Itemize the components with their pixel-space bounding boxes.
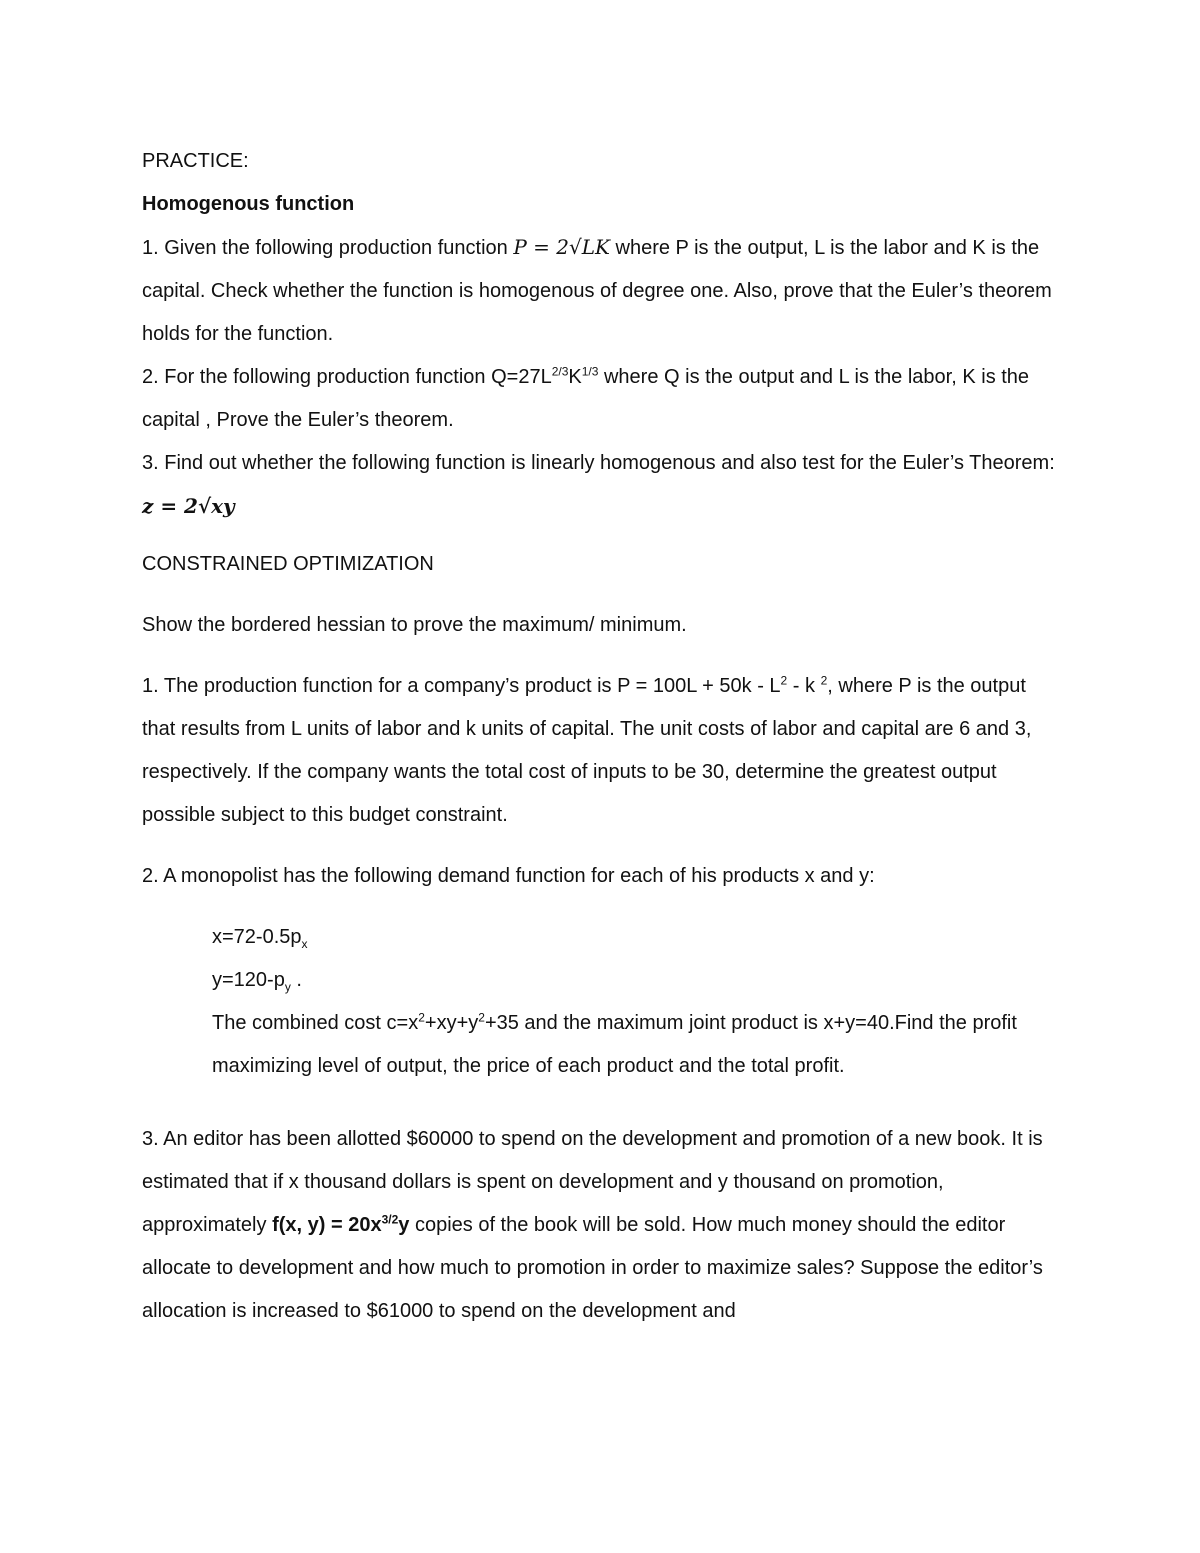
cq1-exponent-l: 2 (780, 673, 788, 688)
demand-x-subscript: x (301, 937, 308, 951)
q2-exponent-k: 1/3 (581, 364, 599, 379)
constrained-question-2-intro: 2. A monopolist has the following demand function for each of his products x and y: (142, 865, 875, 887)
cq1-text-mid: - k (787, 675, 821, 697)
q2-text-mid: K (568, 366, 582, 388)
cq3-function-post: y (398, 1214, 410, 1236)
demand-y-text: y=120-p (212, 969, 285, 991)
cost-exponent-y: 2 (478, 1010, 485, 1025)
q1-text-pre: 1. Given the following production function (142, 237, 514, 259)
cq3-text-post: copies of the book will be sold. How much money should the editor allocate to development and how much to promotion in order to maximize sales? Suppose the editor’s allocation is increased to $61000 to spend on the development and (142, 1214, 1043, 1322)
cost-text-mid: +xy+y (424, 1012, 479, 1034)
constrained-heading: CONSTRAINED OPTIMIZATION (142, 553, 434, 575)
cq1-exponent-k: 2 (820, 673, 828, 688)
constrained-question-1 (142, 665, 1062, 837)
cq3-text-pre: 3. An editor has been allotted $60000 to spend on the development and promotion of a new book. It is estimated that if x thousand dollars is spent on development and y thousand on promotion, approximately (142, 1128, 1043, 1236)
q2-text-post: where Q is the output and L is the labor, K is the capital , Prove the Euler’s theorem. (142, 366, 1030, 431)
demand-x-text: x=72-0.5p (212, 926, 302, 948)
cost-text-post: +35 and the maximum joint product is x+y=40.Find the profit maximizing level of output, the price of each product and the total profit. (212, 1012, 1017, 1077)
demand-y-suffix: . (290, 969, 302, 991)
demand-block (142, 916, 1062, 1088)
practice-label: PRACTICE: (142, 150, 249, 172)
demand-y (212, 959, 1062, 1002)
homogenous-question-3 (142, 442, 1062, 529)
constrained-question-3 (142, 1118, 1062, 1333)
cq3-function-pre: f(x, y) = 20x (272, 1214, 382, 1236)
cost-exponent-x: 2 (418, 1010, 425, 1025)
q2-exponent-l: 2/3 (551, 364, 569, 379)
q3-text-pre: 3. Find out whether the following function is linearly homogenous and also test for the Euler’s Theorem: (142, 452, 1055, 474)
combined-cost (212, 1002, 1062, 1088)
q3-formula: z = 2√xy (142, 494, 235, 518)
demand-y-subscript: y (284, 980, 291, 994)
homogenous-question-1 (142, 226, 1062, 356)
homogenous-question-2 (142, 356, 1062, 442)
document-content (142, 140, 1062, 1333)
cq3-function-exponent: 3/2 (381, 1212, 399, 1227)
demand-x (212, 916, 1062, 959)
constrained-instruction: Show the bordered hessian to prove the maximum/ minimum. (142, 614, 687, 636)
cost-text-pre: The combined cost c=x (212, 1012, 419, 1034)
q1-text-post: where P is the output, L is the labor and K is the capital. Check whether the function is homogenous of degree one. Also, prove that the Euler’s theorem holds for the function. (142, 237, 1052, 345)
homogenous-heading: Homogenous function (142, 193, 355, 215)
q1-formula: P = 2√LK (513, 235, 610, 259)
cq1-text-pre: 1. The production function for a company’s product is P = 100L + 50k - L (142, 675, 781, 697)
cq1-text-post: , where P is the output that results from L units of labor and k units of capital. The unit costs of labor and capital are 6 and 3, respectively. If the company wants the total cost of inputs to be 30, determine the greatest output possible subject to this budget constraint. (142, 675, 1032, 826)
cq3-function (272, 1214, 409, 1236)
q2-text-pre: 2. For the following production function Q=27L (142, 366, 552, 388)
